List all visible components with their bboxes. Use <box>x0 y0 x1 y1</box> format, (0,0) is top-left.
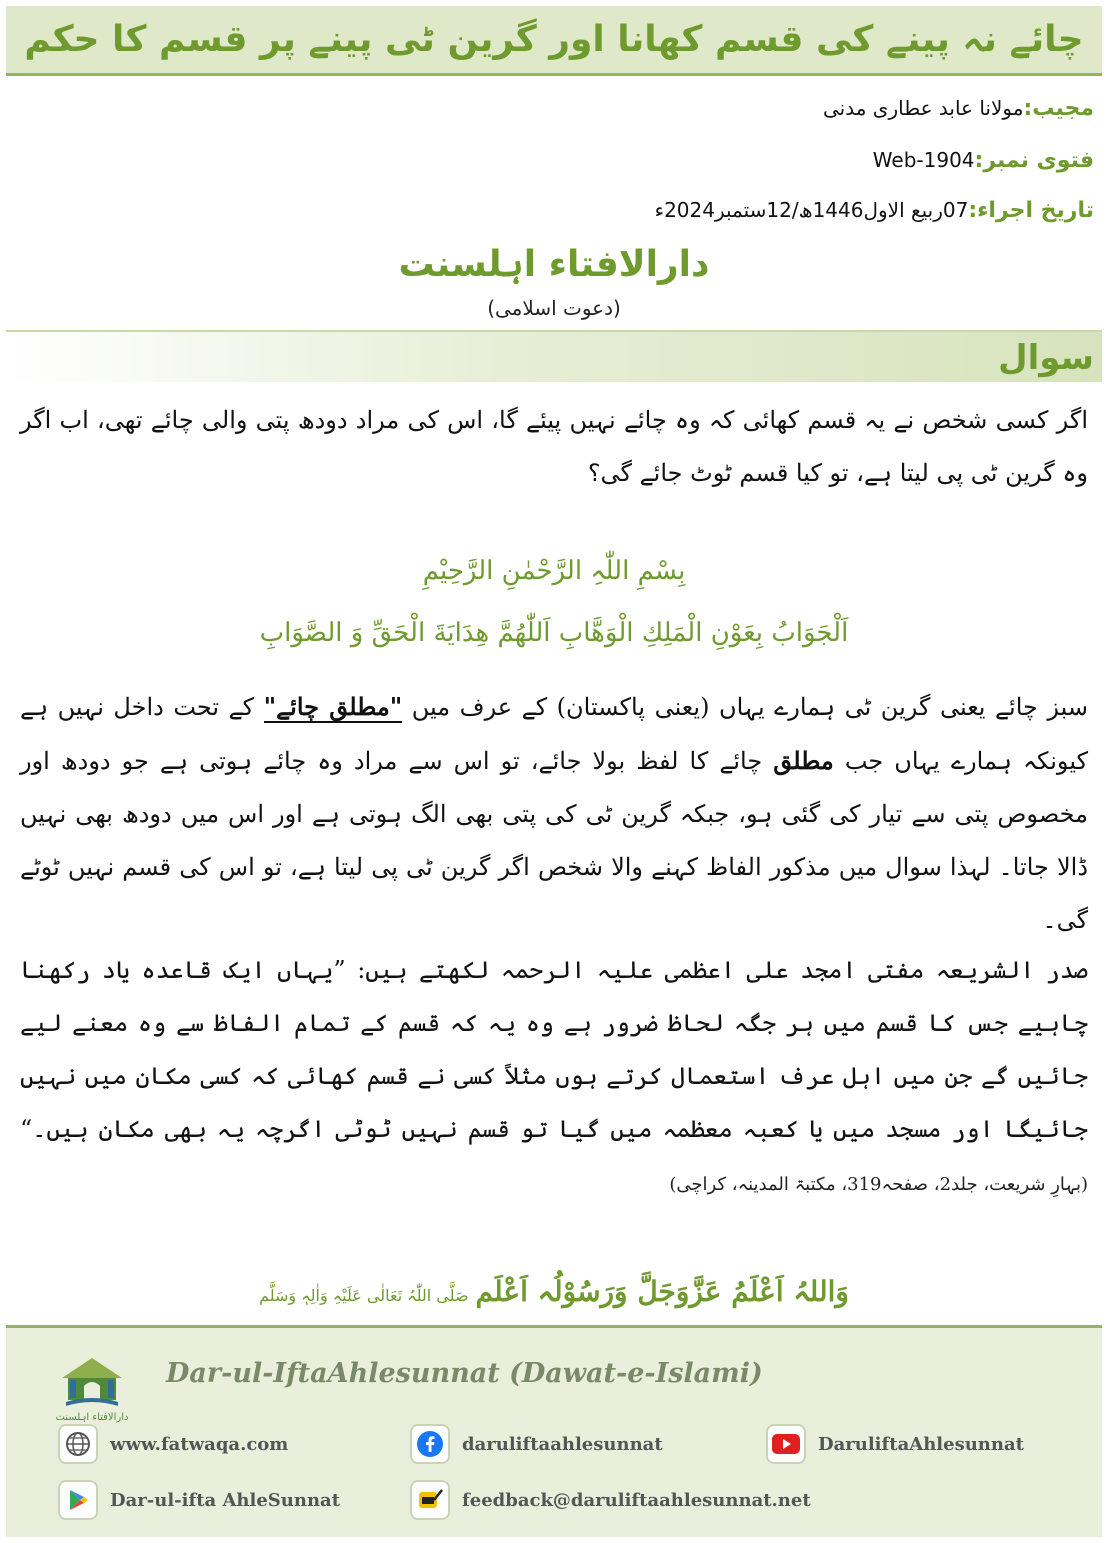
issue-date-line <box>655 198 1094 223</box>
closing-salutation: صَلَّی اللّٰہُ تَعَالٰی عَلَیْہِ وَاٰلِہٖ وَسَلَّم <box>259 1286 469 1305</box>
contact-youtube-text: DaruliftaAhlesunnat <box>818 1433 1024 1455</box>
mujeeb-value: مولانا عابد عطاری مدنی <box>822 96 1024 120</box>
quote-citation: (بہارِ شریعت، جلد2، صفحہ319، مکتبۃ المدینہ، کراچی) <box>669 1174 1088 1195</box>
closing-line <box>0 1275 1108 1308</box>
dar-ul-ifta-logo <box>46 1342 138 1422</box>
question-text: اگر کسی شخص نے یہ قسم کھائی کہ وہ چائے نہیں پیئے گا، اس کی مراد دودھ پتی والی چائے تھی، اب اگر وہ گرین ٹی پی لیتا ہے، تو کیا قسم ٹوٹ جائے گی؟ <box>20 406 1088 487</box>
answer-highlight: "مطلق چائے" <box>263 692 403 721</box>
answer-part-2: کے تحت داخل نہیں ہے کیونکہ ہمارے یہاں جب <box>20 693 1089 775</box>
facebook-icon <box>410 1424 450 1464</box>
footer <box>6 1325 1102 1537</box>
contact-feedback[interactable] <box>410 1480 811 1520</box>
mujeeb-line <box>823 96 1094 121</box>
page-title: چائے نہ پینے کی قسم کھانا اور گرین ٹی پینے پر قسم کا حکم <box>24 19 1084 60</box>
contact-feedback-text: feedback@daruliftaahlesunnat.net <box>462 1489 811 1511</box>
contact-youtube[interactable] <box>766 1424 1024 1464</box>
footer-brand: Dar-ul-IftaAhlesunnat (Dawat-e-Islami) <box>166 1358 763 1389</box>
answer-opening: اَلْجَوَابُ بِعَوْنِ الْمَلِكِ الْوَهَّابِ اَللّٰهُمَّ هِدَايَةَ الْحَقِّ وَ الصَّوَابِ <box>259 618 849 648</box>
mujeeb-label: مجیب: <box>1023 96 1094 121</box>
fatwa-number-value: Web-1904 <box>872 148 975 172</box>
answer-part-1: سبز چائے یعنی گرین ٹی ہمارے یہاں (یعنی پاکستان) کے عرف میں <box>402 693 1088 721</box>
contact-facebook[interactable] <box>410 1424 663 1464</box>
contact-website[interactable] <box>58 1424 288 1464</box>
answer-part-3: چائے کا لفظ بولا جائے، تو اس سے مراد وہ چائے ہوتی ہے جو دودھ اور مخصوص پتی سے تیار کی گئی ہو، جبکہ گرین ٹی کی پتی بھی الگ ہوتی ہے اور اس میں دودھ بھی نہیں ڈالا جاتا۔ لہذا سوال میں مذکور الفاظ کہنے والا شخص اگر گرین ٹی پی لیتا ہے، تو اس کی قسم نہیں ٹوٹے گی۔ <box>20 747 1089 934</box>
bismillah: بِسْمِ اللّٰہِ الرَّحْمٰنِ الرَّحِیْمِ <box>422 556 686 586</box>
contact-play-store[interactable] <box>58 1480 340 1520</box>
title-bar <box>6 6 1102 76</box>
institute-name: دارالافتاء اہلسنت <box>398 244 710 285</box>
logo-caption: دارالافتاء اہلسنت <box>55 1412 129 1423</box>
question-heading: سوال <box>998 338 1094 378</box>
issue-date-label: تاریخ اجراء: <box>968 198 1094 223</box>
contact-website-text: www.fatwaqa.com <box>110 1433 289 1455</box>
issue-date-value: 07ربیع الاول1446ھ/12ستمبر2024ء <box>654 198 969 222</box>
institute-subtitle: (دعوت اسلامی) <box>487 296 621 320</box>
contact-play-store-text: Dar-ul-ifta AhleSunnat <box>110 1489 341 1511</box>
answer-bold-term: مطلق <box>773 746 834 775</box>
play-store-icon <box>58 1480 98 1520</box>
quote-paragraph <box>20 944 1088 1211</box>
youtube-icon <box>766 1424 806 1464</box>
answer-paragraph <box>20 680 1088 947</box>
closing-main: وَاللہُ اَعْلَمُ عَزَّوَجَلَّ وَرَسُوْلُہ اَعْلَم <box>475 1275 849 1308</box>
question-section-bar <box>6 330 1102 382</box>
fatwa-number-line <box>873 148 1094 173</box>
contact-facebook-text: daruliftaahlesunnat <box>462 1433 663 1455</box>
fatwa-number-label: فتوی نمبر: <box>974 148 1094 173</box>
quote-text: صدر الشریعہ مفتی امجد علی اعظمی علیہ الرحمہ لکھتے ہیں: ”یہاں ایک قاعدہ یاد رکھنا چاہیے جس کا قسم میں ہر جگہ لحاظ ضرور ہے وہ یہ کہ قسم کے تمام الفاظ سے وہ معنے لیے جائیں گے جن میں اہل عرف استعمال کرتے ہوں مثلاً کسی نے قسم کھائی کہ کسی مکان میں نہیں جائیگا اور مسجد میں یا کعبہ معظمہ میں گیا تو قسم نہیں ٹوٹی اگرچہ یہ بھی مکان ہیں۔“ <box>20 956 1089 1143</box>
globe-icon <box>58 1424 98 1464</box>
feedback-icon <box>410 1480 450 1520</box>
